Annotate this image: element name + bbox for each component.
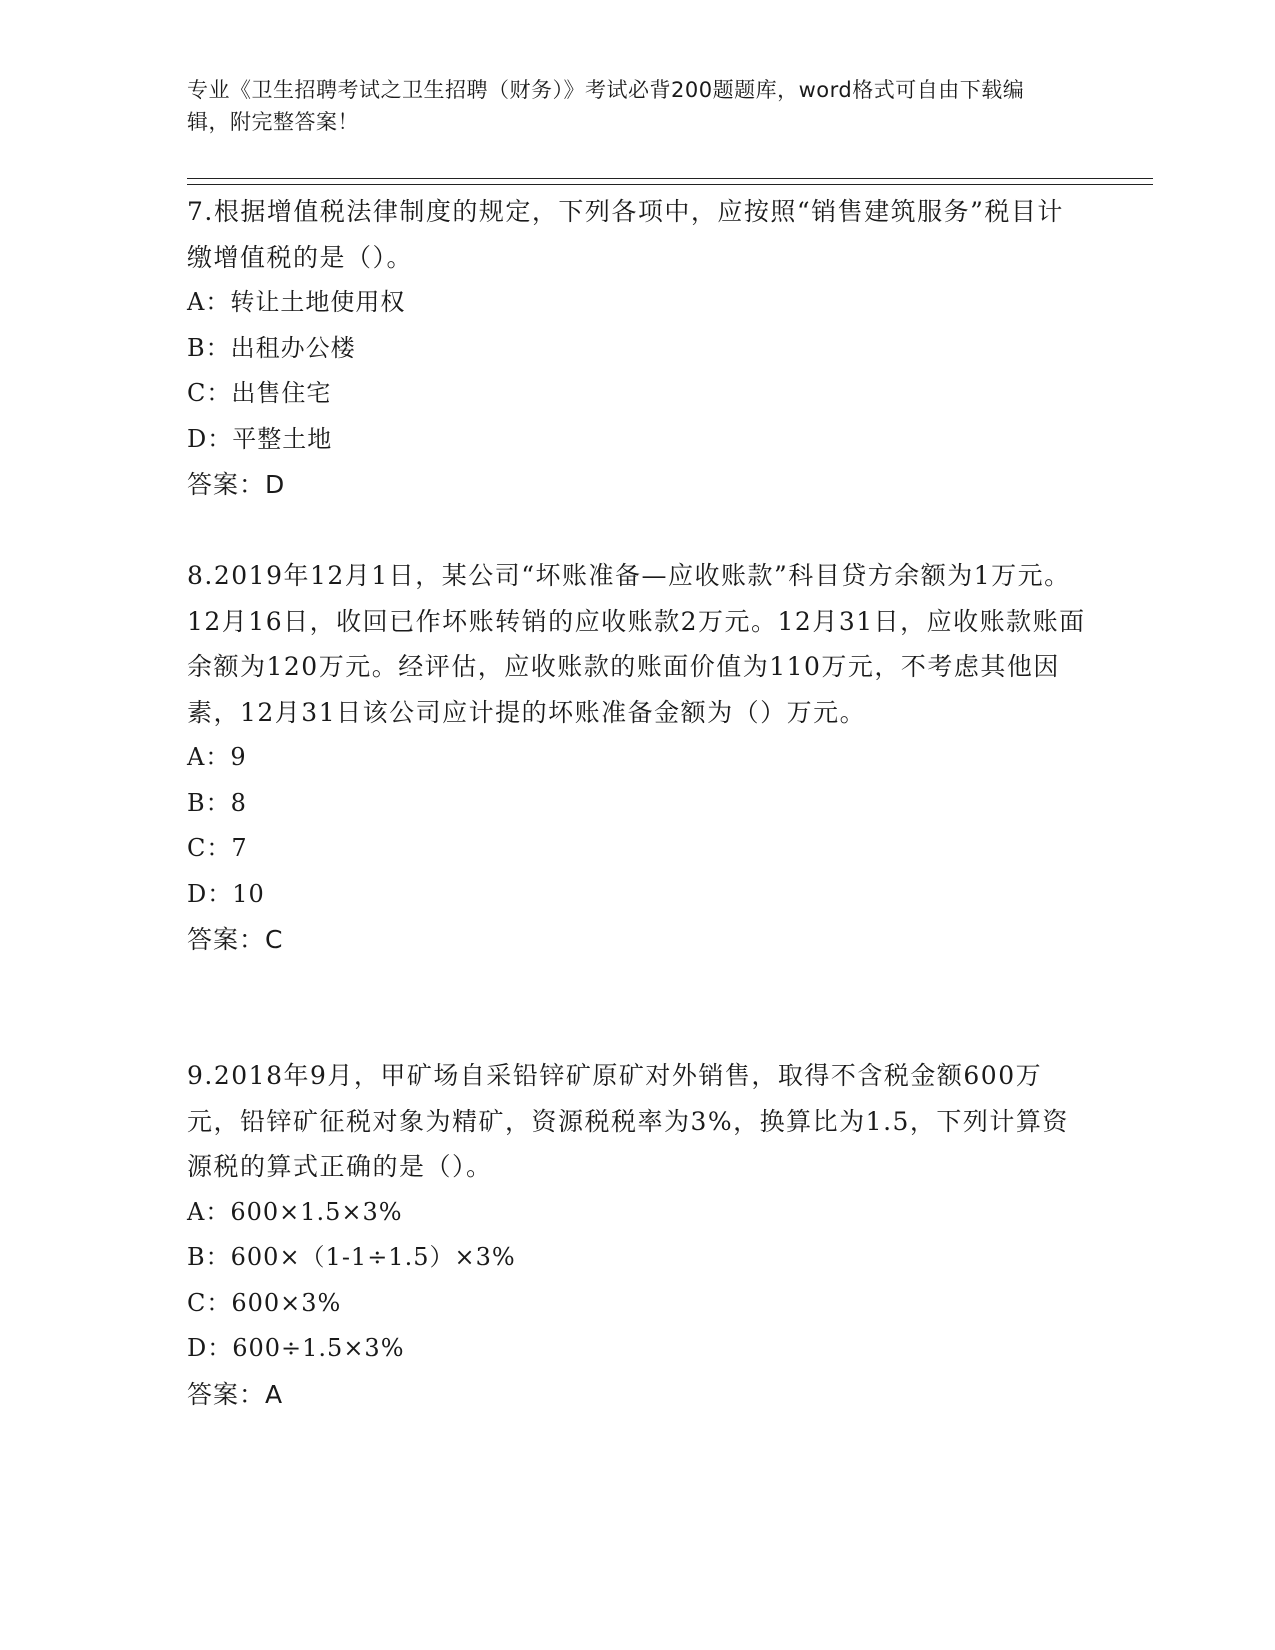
option-b: B：8 <box>187 788 247 817</box>
question-stem: 7.根据增值税法律制度的规定，下列各项中，应按照“销售建筑服务”税目计缴增值税的是（）。 <box>187 197 1064 272</box>
option-b: B：出租办公楼 <box>187 333 356 362</box>
document-header-text: 专业《卫生招聘考试之卫生招聘（财务）》考试必背200题题库，word格式可自由下载编辑，附完整答案！ <box>187 78 1025 134</box>
option-c: C：600×3% <box>187 1288 342 1317</box>
option-d: D：10 <box>187 879 265 908</box>
question-stem: 9.2018年9月，甲矿场自采铅锌矿原矿对外销售，取得不含税金额600万元，铅锌矿征税对象为精矿，资源税税率为3%，换算比为1.5，下列计算资源税的算式正确的是（）。 <box>187 1061 1069 1181</box>
option-c: C：7 <box>187 834 248 862</box>
question-7 <box>187 189 1087 508</box>
question-8 <box>187 553 1087 963</box>
option-b: B：600×（1-1÷1.5）×3% <box>187 1243 516 1271</box>
answer-line: 答案：D <box>187 470 286 499</box>
header-divider-top <box>187 178 1153 179</box>
option-d: D：600÷1.5×3% <box>187 1334 405 1362</box>
option-d: D：平整土地 <box>187 424 333 453</box>
answer-line: 答案：C <box>187 925 284 954</box>
question-stem: 8.2019年12月1日，某公司“坏账准备—应收账款”科目贷方余额为1万元。12月16日，收回已作坏账转销的应收账款2万元。12月31日，应收账款账面余额为120万元。经评估，应收账款的账面价值为110万元，不考虑其他因素，12月31日该公司应计提的坏账准备金额为（）万元。 <box>187 561 1086 727</box>
option-a: A：转让土地使用权 <box>187 288 406 316</box>
header-divider-bottom <box>187 184 1153 185</box>
option-a: A：9 <box>187 743 247 771</box>
option-c: C：出售住宅 <box>187 379 332 407</box>
answer-line: 答案：A <box>187 1379 284 1409</box>
question-9 <box>187 1053 1087 1417</box>
option-a: A：600×1.5×3% <box>187 1197 403 1226</box>
